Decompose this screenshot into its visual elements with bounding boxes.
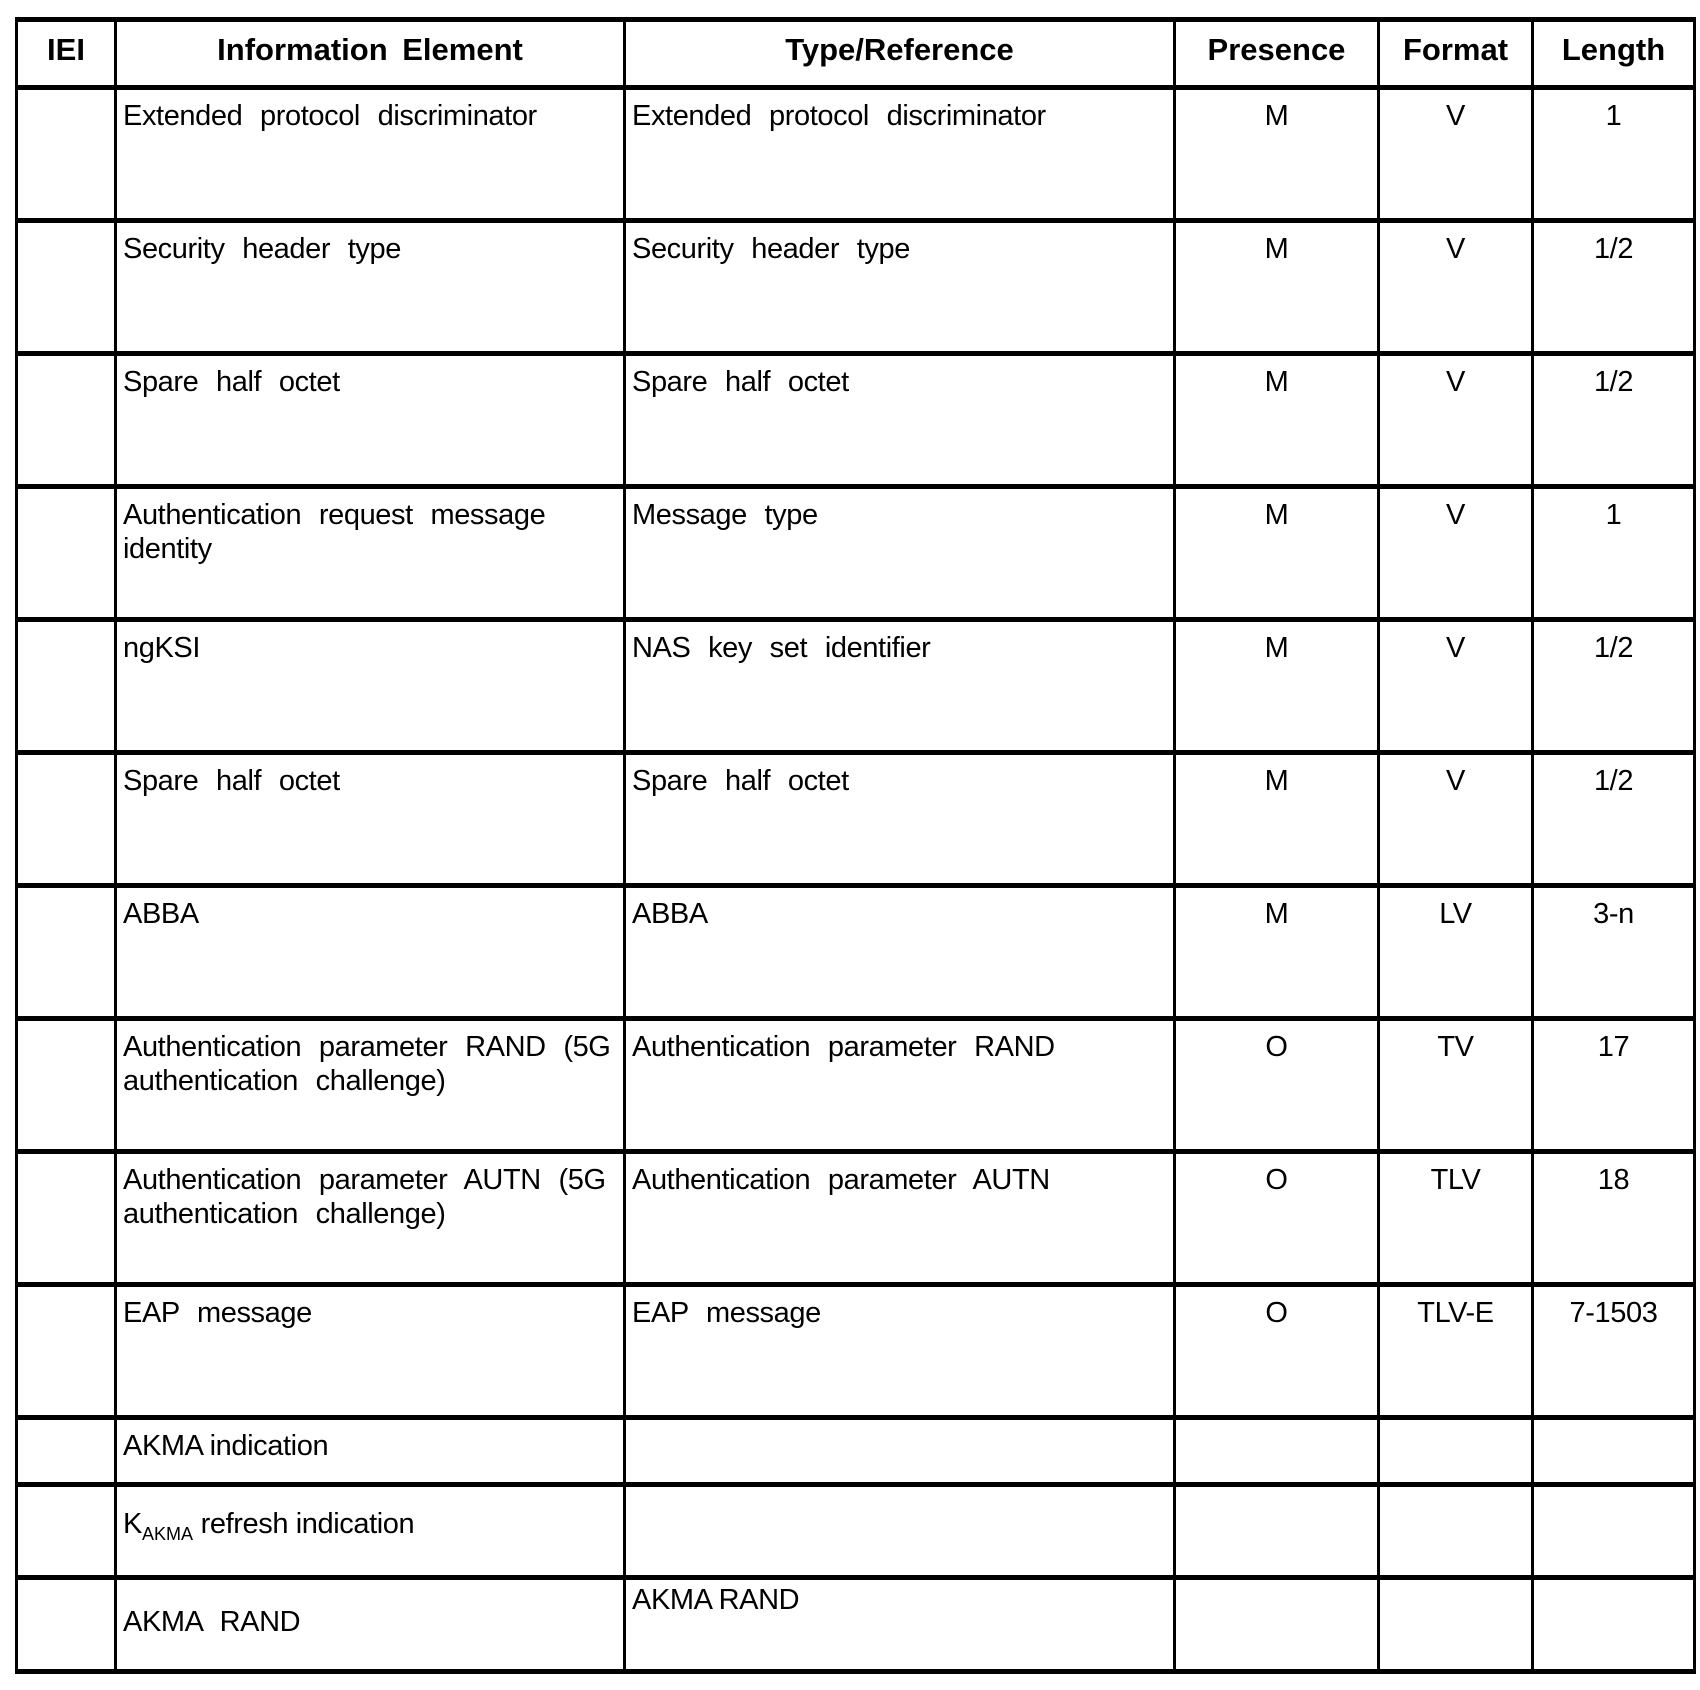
length-cell: [1533, 1578, 1695, 1672]
table-row: [17, 1485, 1695, 1578]
format-cell: V: [1379, 487, 1533, 620]
table-row: [17, 487, 1695, 620]
iei-cell: [17, 88, 116, 221]
information-element-cell: ngKSI: [116, 620, 625, 753]
table-row: [17, 1578, 1695, 1672]
format-cell: V: [1379, 620, 1533, 753]
type-reference-cell: [625, 1418, 1175, 1485]
information-element-cell: Spare half octet: [116, 354, 625, 487]
table-row: [17, 1152, 1695, 1285]
information-element-cell: AKMA indication: [116, 1418, 625, 1485]
information-element-cell: Extended protocol discriminator: [116, 88, 625, 221]
iei-cell: [17, 886, 116, 1019]
format-cell: [1379, 1418, 1533, 1485]
length-cell: 17: [1533, 1019, 1695, 1152]
table-header-row: [17, 20, 1695, 88]
information-element-cell: Security header type: [116, 221, 625, 354]
table-row: [17, 88, 1695, 221]
type-reference-cell: AKMA RAND: [625, 1578, 1175, 1672]
information-element-cell: Authentication parameter AUTN (5G authentication challenge): [116, 1152, 625, 1285]
iei-cell: [17, 354, 116, 487]
iei-cell: [17, 1578, 116, 1672]
type-reference-cell: Spare half octet: [625, 753, 1175, 886]
table-row: [17, 620, 1695, 753]
information-element-cell: ABBA: [116, 886, 625, 1019]
presence-cell: M: [1175, 886, 1379, 1019]
length-cell: [1533, 1418, 1695, 1485]
table-row: [17, 1019, 1695, 1152]
format-cell: LV: [1379, 886, 1533, 1019]
header-length: Length: [1533, 20, 1695, 88]
type-reference-cell: Security header type: [625, 221, 1175, 354]
iei-cell: [17, 487, 116, 620]
format-cell: [1379, 1485, 1533, 1578]
format-cell: TV: [1379, 1019, 1533, 1152]
type-reference-cell: Spare half octet: [625, 354, 1175, 487]
format-cell: TLV: [1379, 1152, 1533, 1285]
presence-cell: [1175, 1418, 1379, 1485]
format-cell: [1379, 1578, 1533, 1672]
information-element-cell: [116, 1485, 625, 1578]
format-cell: TLV-E: [1379, 1285, 1533, 1418]
presence-cell: [1175, 1485, 1379, 1578]
iei-cell: [17, 1485, 116, 1578]
type-reference-cell: [625, 1485, 1175, 1578]
kakma-base: K: [123, 1508, 142, 1540]
type-reference-cell: Authentication parameter AUTN: [625, 1152, 1175, 1285]
length-cell: 1/2: [1533, 620, 1695, 753]
kakma-subscript: AKMA: [141, 1524, 193, 1544]
iei-cell: [17, 753, 116, 886]
information-element-cell: AKMA RAND: [116, 1578, 625, 1672]
format-cell: V: [1379, 88, 1533, 221]
presence-cell: O: [1175, 1019, 1379, 1152]
presence-cell: M: [1175, 753, 1379, 886]
length-cell: 7-1503: [1533, 1285, 1695, 1418]
length-cell: [1533, 1485, 1695, 1578]
iei-cell: [17, 1418, 116, 1485]
information-element-cell: Authentication request message identity: [116, 487, 625, 620]
length-cell: 1: [1533, 88, 1695, 221]
iei-cell: [17, 1152, 116, 1285]
type-reference-cell: Message type: [625, 487, 1175, 620]
header-format: Format: [1379, 20, 1533, 88]
information-element-cell: Authentication parameter RAND (5G authentication challenge): [116, 1019, 625, 1152]
format-cell: V: [1379, 221, 1533, 354]
table-row: [17, 886, 1695, 1019]
presence-cell: O: [1175, 1285, 1379, 1418]
table-row: [17, 1285, 1695, 1418]
length-cell: 18: [1533, 1152, 1695, 1285]
format-cell: V: [1379, 354, 1533, 487]
header-presence: Presence: [1175, 20, 1379, 88]
length-cell: 1/2: [1533, 354, 1695, 487]
presence-cell: M: [1175, 620, 1379, 753]
header-type-reference: Type/Reference: [625, 20, 1175, 88]
length-cell: 3-n: [1533, 886, 1695, 1019]
length-cell: 1: [1533, 487, 1695, 620]
information-element-table: [15, 17, 1696, 1674]
presence-cell: M: [1175, 354, 1379, 487]
length-cell: 1/2: [1533, 221, 1695, 354]
table-row: [17, 753, 1695, 886]
iei-cell: [17, 1285, 116, 1418]
table-row: [17, 221, 1695, 354]
kakma-rest: refresh indication: [192, 1508, 415, 1540]
iei-cell: [17, 1019, 116, 1152]
header-information-element: Information Element: [116, 20, 625, 88]
information-element-cell: Spare half octet: [116, 753, 625, 886]
presence-cell: M: [1175, 487, 1379, 620]
length-cell: 1/2: [1533, 753, 1695, 886]
presence-cell: O: [1175, 1152, 1379, 1285]
presence-cell: [1175, 1578, 1379, 1672]
table-row: [17, 354, 1695, 487]
type-reference-cell: Authentication parameter RAND: [625, 1019, 1175, 1152]
type-reference-cell: ABBA: [625, 886, 1175, 1019]
iei-cell: [17, 620, 116, 753]
type-reference-cell: NAS key set identifier: [625, 620, 1175, 753]
presence-cell: M: [1175, 88, 1379, 221]
format-cell: V: [1379, 753, 1533, 886]
iei-cell: [17, 221, 116, 354]
type-reference-cell: EAP message: [625, 1285, 1175, 1418]
header-iei: IEI: [17, 20, 116, 88]
presence-cell: M: [1175, 221, 1379, 354]
table-row: [17, 1418, 1695, 1485]
type-reference-cell: Extended protocol discriminator: [625, 88, 1175, 221]
information-element-cell: EAP message: [116, 1285, 625, 1418]
